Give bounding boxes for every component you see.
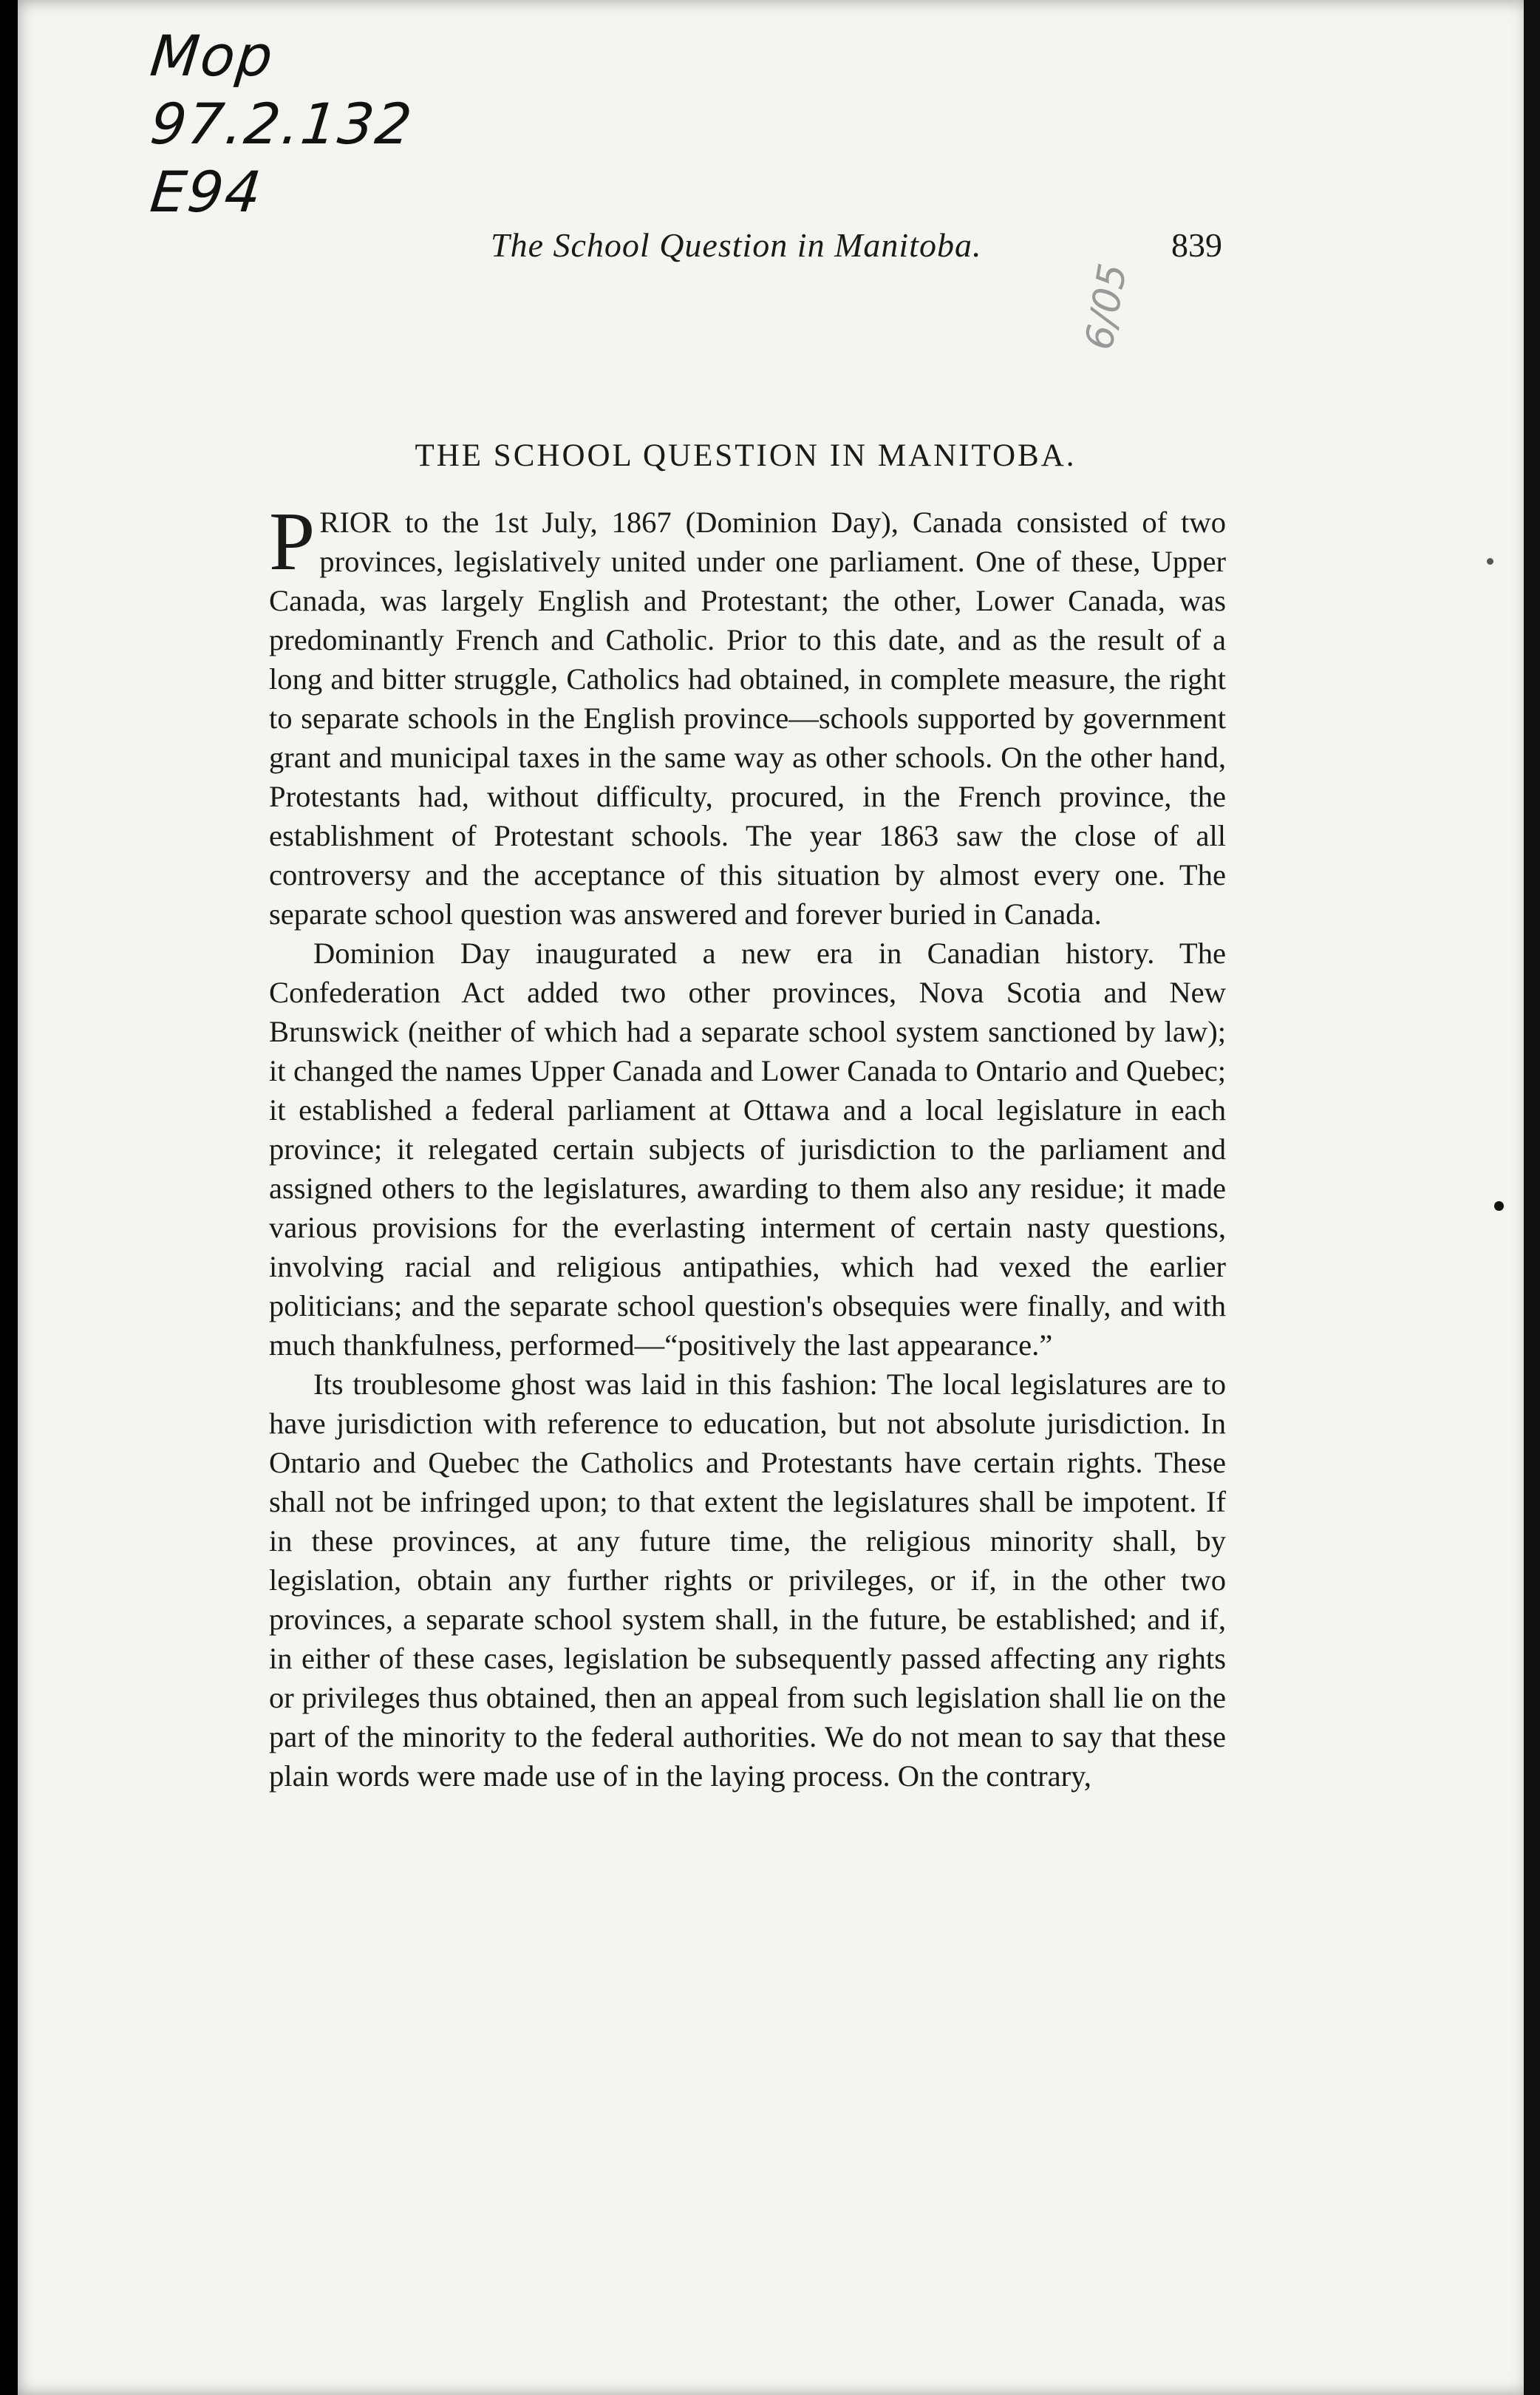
paragraph-1-text: RIOR to the 1st July, 1867 (Dominion Day), Canada consisted of two provinces, legislatively united under one parliament. One of these, Upper Canada, was largely English and Protestant; the other, Lower Canada, was predominantly French and Catholic. Prior to this date, and as the result of a long and bitter struggle, Catholics had obtained, in complete measure, the right to separate schools in the English province—schools supported by government grant and municipal taxes in the same way as other schools. On the other hand, Protestants had, without difficulty, procured, in the French province, the establishment of Protestant schools. The year 1863 saw the close of all controversy and the acceptance of this situation by almost every one. The separate school question was answered and forever buried in Canada. xyxy=(269,506,1226,931)
margin-bullet-mark xyxy=(1494,1201,1504,1211)
drop-cap: P xyxy=(269,496,316,588)
page-number: 839 xyxy=(1171,226,1222,264)
running-head-title: The School Question in Manitoba. xyxy=(491,226,982,264)
scanned-page xyxy=(18,0,1528,2395)
paragraph-1 xyxy=(269,496,1226,934)
article-title: THE SCHOOL QUESTION IN MANITOBA. xyxy=(415,438,1077,473)
handwritten-line-2: 97.2.132 xyxy=(147,91,417,157)
running-head xyxy=(269,225,1222,270)
handwritten-catalog-note xyxy=(147,22,417,226)
article-body xyxy=(269,496,1226,1796)
paragraph-2: Dominion Day inaugurated a new era in Canadian history. The Confederation Act added two other provinces, Nova Scotia and New Brunswick (neither of which had a separate school system sanctioned by law); it changed the names Upper Canada and Lower Canada to Ontario and Quebec; it established a federal parliament at Ottawa and a local legislature in each province; it relegated certain subjects of jurisdiction to the parliament and assigned others to the legislatures, awarding to them also any residue; it made various provisions for the everlasting interment of certain nasty questions, involving racial and religious antipathies, which had vexed the earlier politicians; and the separate school question's obsequies were finally, and with much thankfulness, performed—“positively the last appearance.” xyxy=(269,937,1226,1362)
handwritten-line-1: Mop xyxy=(147,23,278,89)
scan-border xyxy=(1524,0,1540,2395)
pencil-mark: 6/05 xyxy=(1077,260,1137,353)
handwritten-line-3: E94 xyxy=(147,159,266,225)
margin-speck xyxy=(1487,558,1493,565)
paragraph-3: Its troublesome ghost was laid in this fashion: The local legislatures are to have jurisdiction with reference to education, but not absolute jurisdiction. In Ontario and Quebec the Catholics and Protestants have certain rights. These shall not be infringed upon; to that extent the legislatures shall be impotent. If in these provinces, at any future time, the religious minority shall, by legislation, obtain any further rights or privileges, or if, in the other two provinces, a separate school system shall, in the future, be established; and if, in either of these cases, legislation be subsequently passed affecting any rights or privileges thus obtained, then an appeal from such legislation shall lie on the part of the minority to the federal authorities. We do not mean to say that these plain words were made use of in the laying process. On the contrary, xyxy=(269,1368,1226,1793)
